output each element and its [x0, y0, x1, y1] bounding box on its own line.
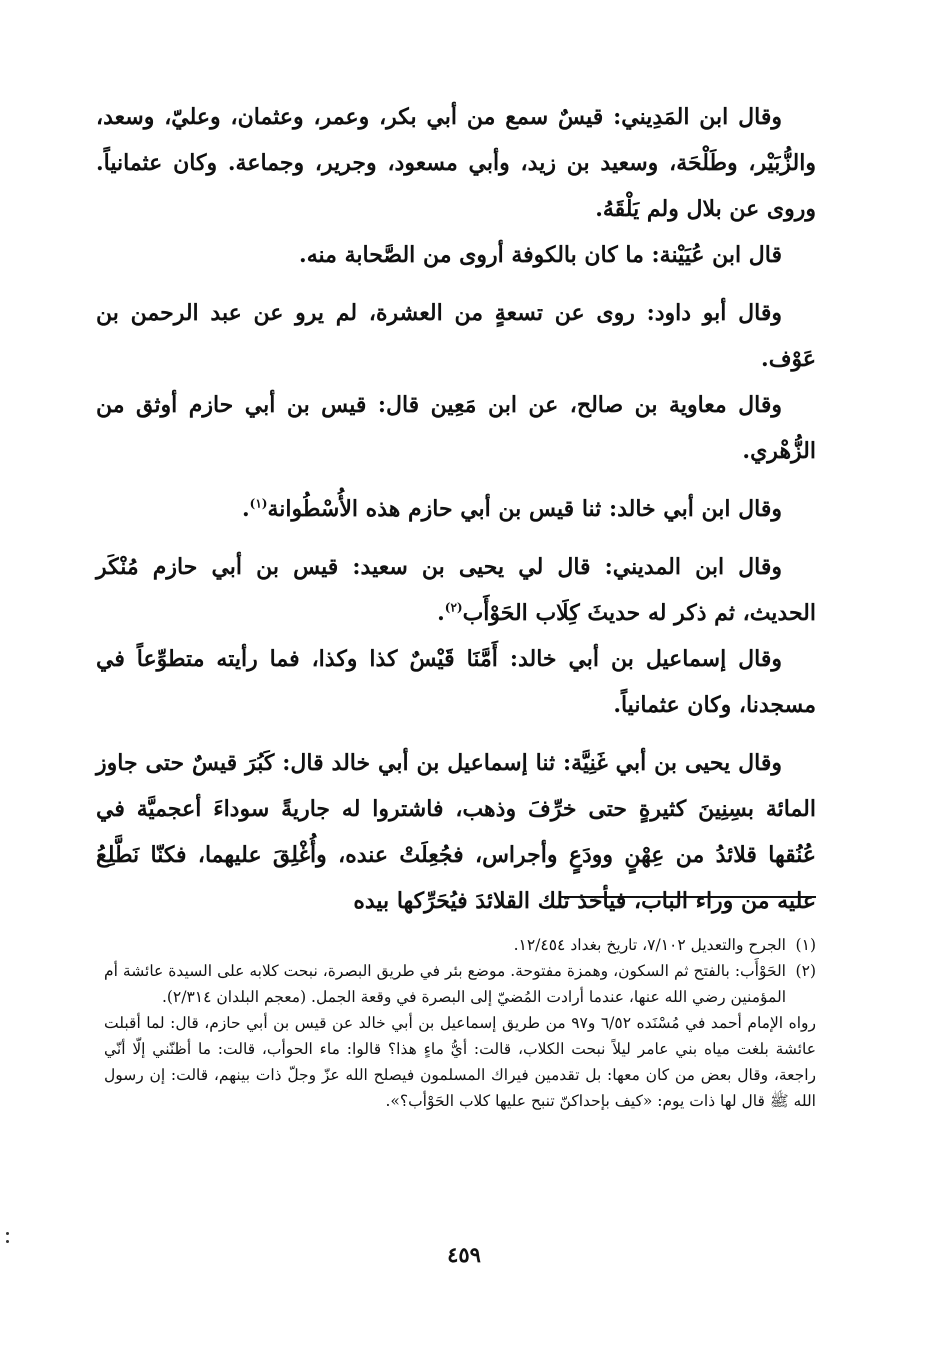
footnote-2-hadith: رواه الإمام أحمد في مُسْنَده ٦/٥٢ و٩٧ من طريق إسماعيل بن أبي خالد عن قيس بن أبي حازم، قال: لما أقبلت عائشة بلغت مياه بني عامر ليلاً نبحت الكلاب، قالت: أيُّ ماءٍ هذا؟ قالوا: ماء الحوأب، قالت: ما أظنّني إلّا أنّي راجعة، وقال بعض من كان معها: بل تقدمين فيراك المسلمون فيصلح الله عزّ وجلّ ذات بينهم، قالت: إن رسول الله ﷺ قال لها ذات يوم: «كيف بإحداكنّ تنبح عليها كلاب الحَوْأب؟». [104, 1014, 816, 1110]
paragraph-ibn-abi-khalid-text: وقال ابن أبي خالد: ثنا قيس بن أبي حازم هذه الأُسْطُوانة [267, 496, 782, 522]
footnote-ref-2: (٢) [444, 600, 463, 615]
footnotes-section [104, 932, 816, 1114]
footnote-2-text: الحَوْأَب: بالفتح ثم السكون، وهمزة مفتوحة. موضع بئر في طريق البصرة، نبحت كلابه على السيدة عائشة أم المؤمنين رضي الله عنها، عندما أرادت المُضيّ إلى البصرة في وقعة الجمل. (معجم البلدان ٢/٣١٤). [104, 962, 786, 1006]
footnote-2-number: (٢) [795, 962, 816, 980]
main-text-body [96, 94, 816, 924]
footnote-divider [560, 896, 816, 898]
paragraph-yahya-bin-said-text: وقال ابن المديني: قال لي يحيى بن سعيد: قيس بن أبي حازم مُنْكَر الحديث، ثم ذكر له حديثَ كِلَاب الحَوْأَب [96, 554, 816, 626]
scan-artifact-dot [6, 1240, 9, 1243]
paragraph-yahya-bin-said [96, 544, 816, 636]
paragraph-muawiyah: وقال معاوية بن صالح، عن ابن مَعِين قال: قيس بن أبي حازم أوثق من الزُّهْري. [96, 392, 816, 464]
footnote-1-text: الجرح والتعديل ٧/١٠٢، تاريخ بغداد ١٢/٤٥٤. [513, 936, 786, 954]
paragraph-ibn-abi-khalid [96, 486, 816, 532]
paragraph-abu-dawud: وقال أبو داود: روى عن تسعةٍ من العشرة، لم يرو عن عبد الرحمن بن عَوْف. [96, 300, 816, 372]
paragraph-ismail: وقال إسماعيل بن أبي خالد: أَمَّنَا قَيْسٌ كذا وكذا، فما رأيته متطوِّعاً في مسجدنا، وكان عثمانياً. [96, 646, 816, 718]
footnote-2 [104, 958, 816, 1010]
footnote-ref-1: (١) [249, 496, 268, 511]
footnote-1-number: (١) [795, 936, 816, 954]
footnote-1 [104, 932, 816, 958]
scan-artifact-dot [6, 1232, 9, 1235]
page-number: ٤٥٩ [447, 1242, 481, 1267]
paragraph-yahya-bin-said-end: . [437, 600, 445, 626]
paragraph-ibn-abi-khalid-end: . [241, 496, 250, 522]
paragraph-yahya-bin-abi-ghaniyyah: وقال يحيى بن أبي غَنِيَّة: ثنا إسماعيل بن أبي خالد قال: كَبُرَ قيسٌ حتى جاوز المائة بسِنِينَ كثيرةٍ حتى خرِّفَ وذهب، فاشتروا له جاريةً سوداءَ أعجميَّة في عُنُقها قلائدُ من عِهْنٍ وودَعٍ وأجراس، فجُعِلَتْ عنده، وأُغْلِقَ عليهما، فكنّا نَطَّلِعُ عليه من وراء الباب، فيأخذ تلك القلائدَ فيُحَرِّكها بيده [96, 750, 816, 914]
paragraph-ibn-al-madini: وقال ابن المَدِيني: قيسٌ سمع من أبي بكر، وعمر، وعثمان، وعليّ، وسعد، والزُّبَيْر، وطَلْحَة، وسعيد بن زيد، وأبي مسعود، وجرير، وجماعة. وكان عثمانياً. وروى عن بلال ولم يَلْقَهُ. [96, 104, 816, 222]
paragraph-ibn-uyaynah: قال ابن عُيَيْنة: ما كان بالكوفة أروى من الصَّحابة منه. [299, 242, 782, 268]
